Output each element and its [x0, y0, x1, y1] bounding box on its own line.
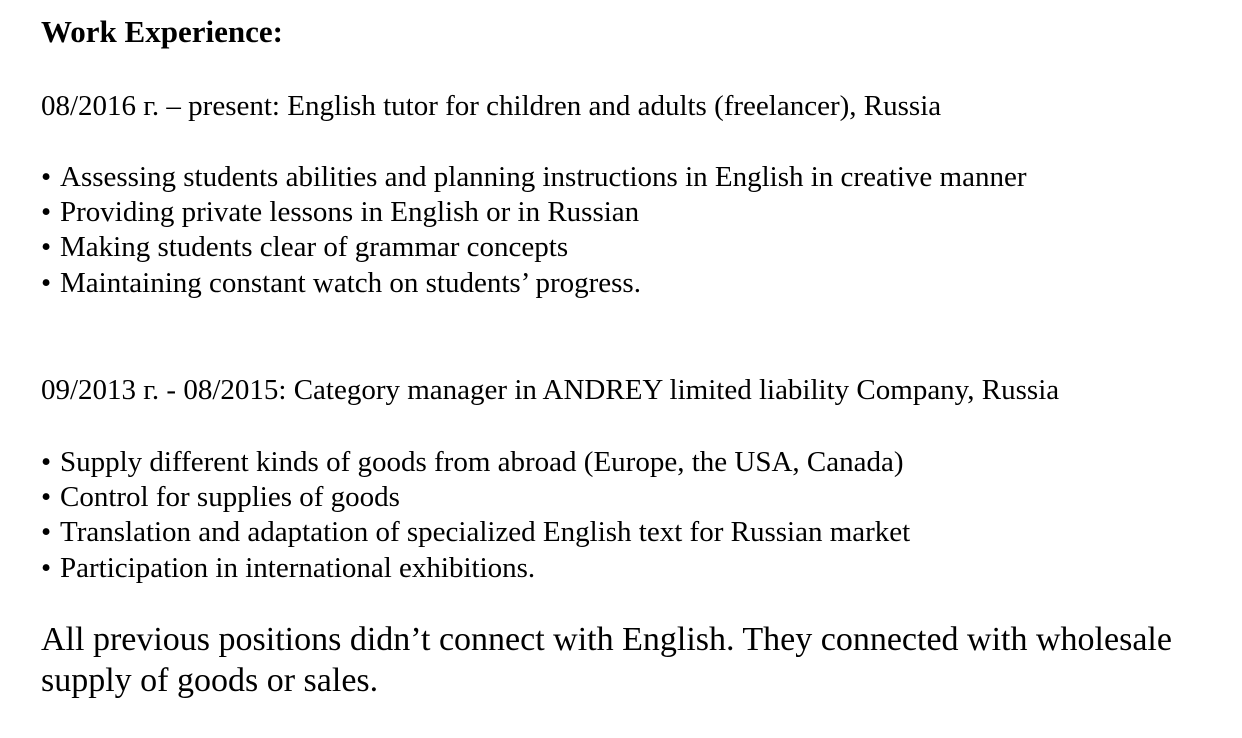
- bullet-icon: •: [41, 196, 52, 228]
- list-item: [41, 159, 1027, 195]
- list-item: [41, 194, 639, 230]
- bullet-icon: •: [41, 161, 52, 193]
- list-item: [41, 265, 641, 301]
- list-item-text: Assessing students abilities and planning instructions in English in creative manner: [60, 161, 1027, 193]
- list-item-text: Maintaining constant watch on students’ progress.: [60, 267, 641, 299]
- list-item-text: Control for supplies of goods: [60, 481, 400, 513]
- bullet-icon: •: [41, 516, 52, 548]
- bullet-icon: •: [41, 267, 52, 299]
- job-title: 09/2013 г. - 08/2015: Category manager in ANDREY limited liability Company, Russia: [41, 374, 1060, 406]
- list-item: [41, 229, 568, 265]
- list-item: [41, 479, 400, 515]
- bullet-icon: •: [41, 231, 52, 263]
- section-heading: Work Experience:: [41, 14, 283, 49]
- bullet-icon: •: [41, 446, 52, 478]
- list-item-text: Participation in international exhibitions.: [60, 552, 536, 584]
- list-item-text: Supply different kinds of goods from abroad (Europe, the USA, Canada): [60, 446, 904, 478]
- closing-note-line: supply of goods or sales.: [41, 662, 379, 699]
- list-item: [41, 550, 535, 586]
- bullet-icon: •: [41, 552, 52, 584]
- list-item-text: Translation and adaptation of specialized English text for Russian market: [60, 516, 911, 548]
- list-item: [41, 514, 910, 550]
- bullet-icon: •: [41, 481, 52, 513]
- list-item: [41, 444, 904, 480]
- list-item-text: Providing private lessons in English or in Russian: [60, 196, 640, 228]
- closing-note: [41, 619, 1221, 701]
- list-item-text: Making students clear of grammar concepts: [60, 231, 569, 263]
- closing-note-line: All previous positions didn’t connect with English. They connected with wholesale: [41, 621, 1172, 658]
- job-title: 08/2016 г. – present: English tutor for children and adults (freelancer), Russia: [41, 90, 942, 122]
